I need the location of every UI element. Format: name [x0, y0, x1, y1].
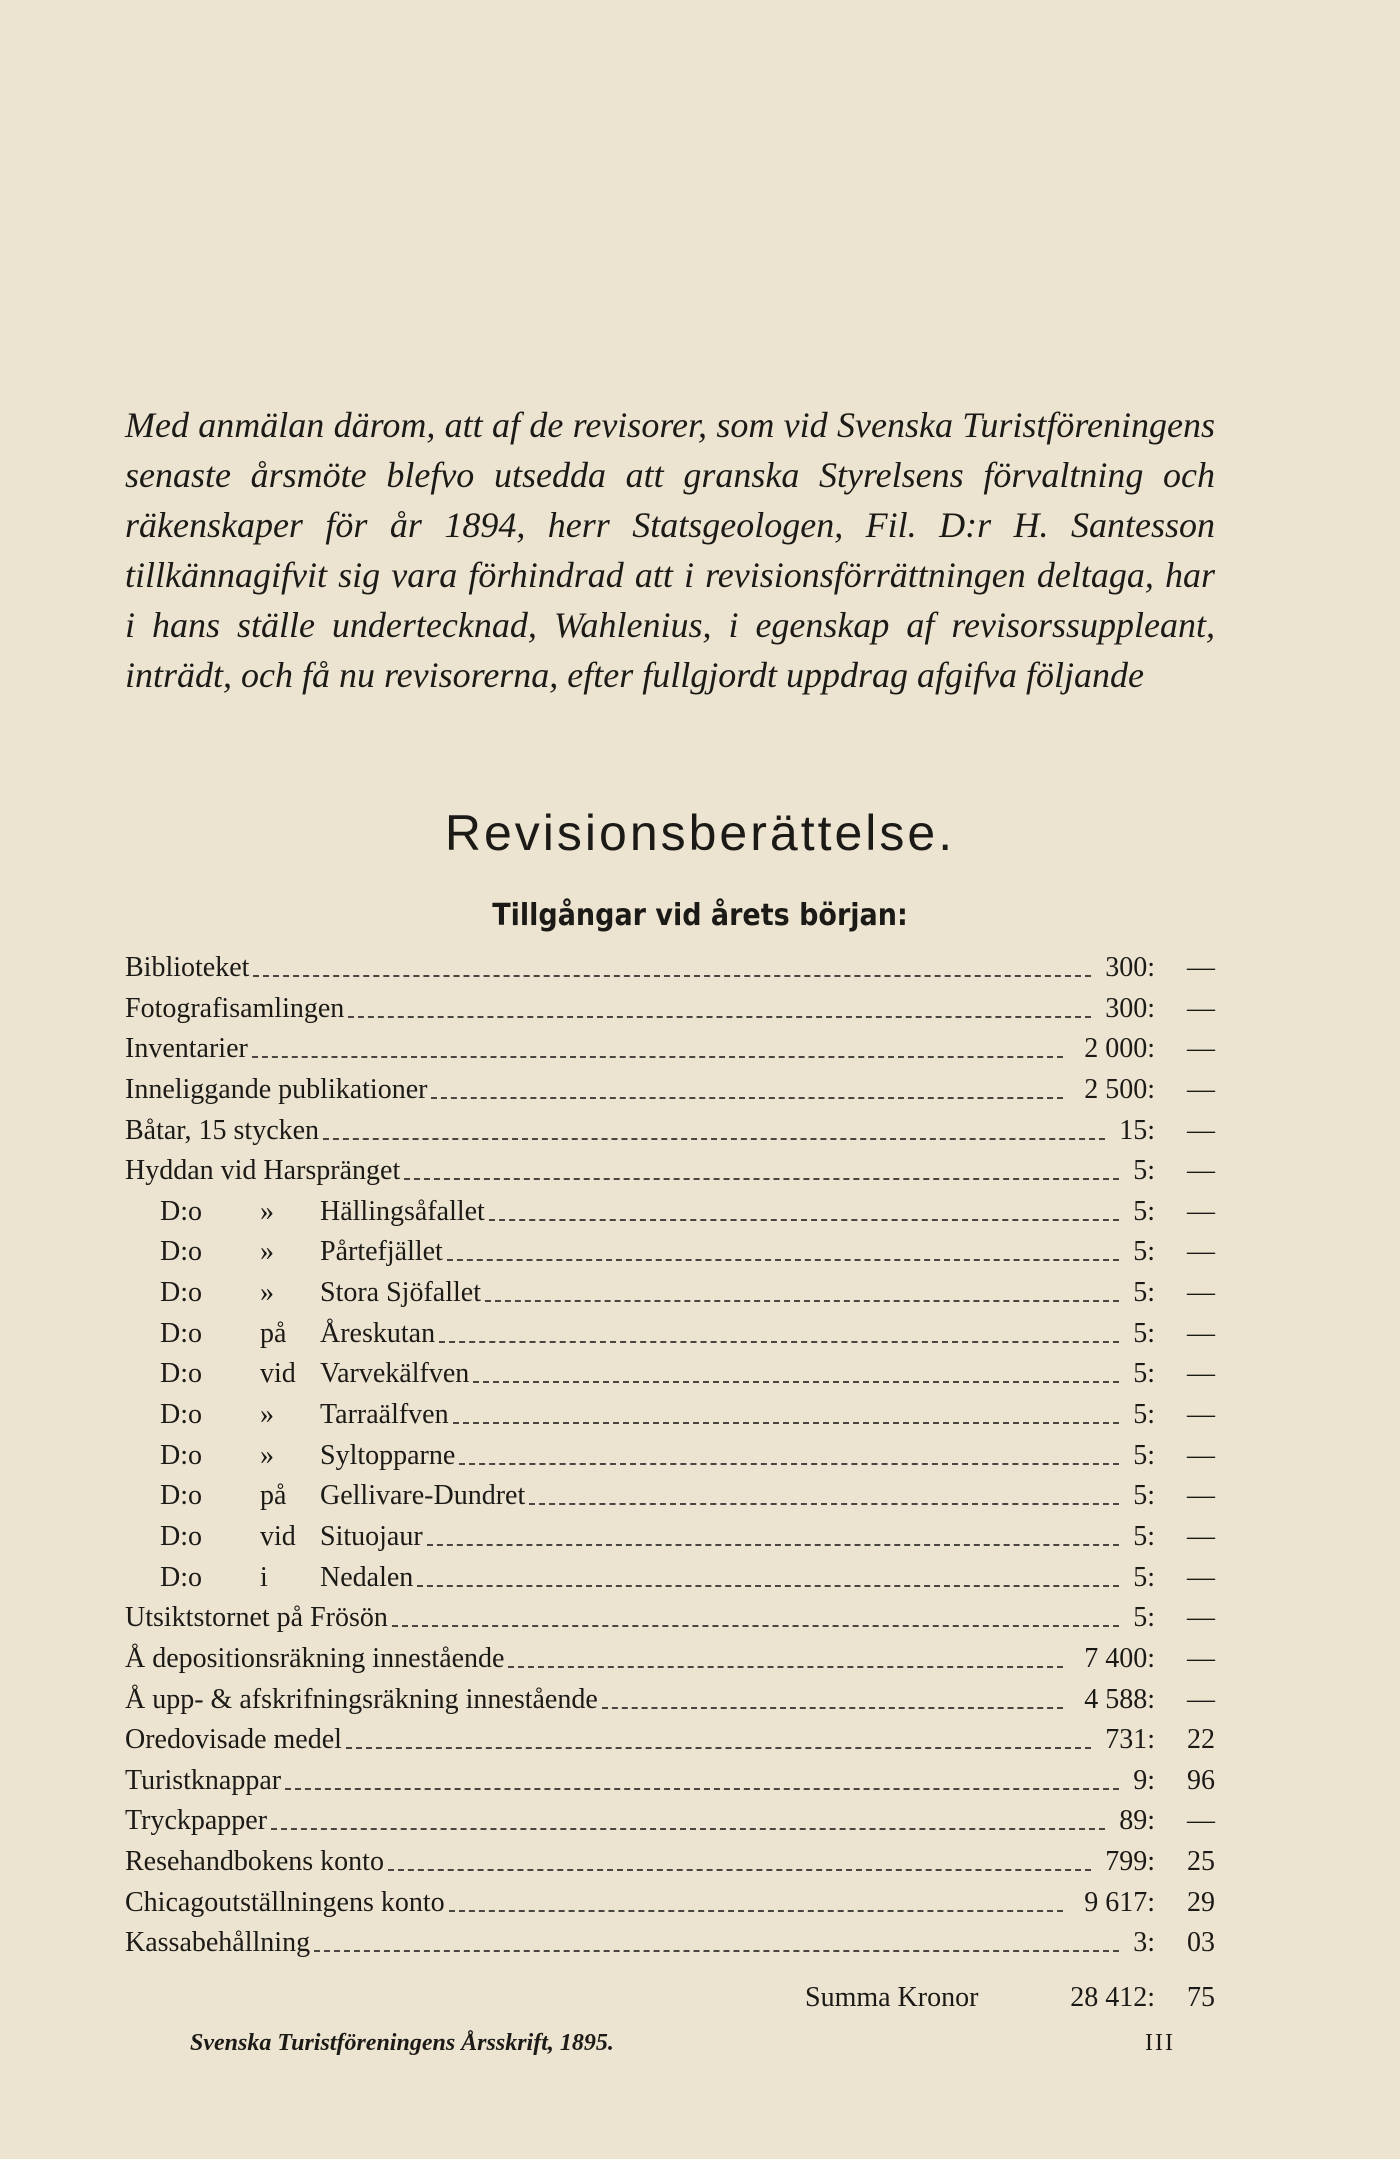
ditto-preposition: » — [260, 1439, 274, 1471]
ledger-item-name: Oredovisade medel — [125, 1724, 342, 1756]
ledger-row-label — [160, 1395, 449, 1435]
dotted-leader — [404, 1178, 1119, 1180]
ledger-item-name: Inneliggande publikationer — [125, 1073, 428, 1105]
ledger-item-name: Åreskutan — [320, 1317, 436, 1349]
ledger-row-label — [125, 1639, 504, 1679]
ledger-row-label — [160, 1558, 413, 1598]
amount-kronor: 3: — [1133, 1927, 1155, 1959]
amount-ore: 29 — [1187, 1886, 1215, 1918]
ledger-amount — [1045, 1720, 1215, 1760]
total-row — [125, 1978, 1215, 2018]
dotted-leader — [508, 1666, 1063, 1668]
ledger-row — [125, 1801, 1215, 1842]
ditto-mark: D:o — [160, 1480, 202, 1512]
dotted-leader — [439, 1341, 1119, 1343]
ledger-item-name: Resehandbokens konto — [125, 1846, 384, 1878]
ditto-preposition: i — [260, 1561, 268, 1593]
ditto-preposition: vid — [260, 1358, 296, 1390]
ditto-preposition: vid — [260, 1520, 296, 1552]
ledger-amount — [1045, 1314, 1215, 1354]
assets-ledger — [125, 948, 1215, 1964]
ledger-amount — [1045, 1761, 1215, 1801]
ledger-amount — [1045, 989, 1215, 1029]
amount-ore: — — [1187, 1073, 1215, 1105]
ledger-amount — [1045, 1517, 1215, 1557]
ledger-item-name: Tarraälfven — [320, 1399, 449, 1431]
amount-kronor: 731: — [1105, 1724, 1155, 1756]
amount-kronor: 5: — [1133, 1439, 1155, 1471]
ledger-row-label — [125, 1842, 384, 1882]
ledger-item-name: Å depositionsräkning innestående — [125, 1642, 505, 1674]
ledger-row — [125, 1883, 1215, 1924]
amount-kronor: 300: — [1105, 952, 1155, 983]
total-kronor: 28 412: — [1070, 1982, 1155, 2013]
amount-ore: — — [1187, 1236, 1215, 1268]
ledger-amount — [1045, 1923, 1215, 1963]
dotted-leader — [459, 1463, 1119, 1465]
ledger-amount — [1045, 1192, 1215, 1232]
ledger-row-label — [160, 1314, 435, 1354]
ledger-item-name: Syltopparne — [320, 1439, 456, 1471]
amount-ore: 96 — [1187, 1764, 1215, 1796]
ledger-row — [125, 989, 1215, 1030]
ledger-row-label — [125, 1923, 310, 1963]
dotted-leader — [485, 1300, 1119, 1302]
ditto-mark: D:o — [160, 1277, 202, 1309]
ledger-amount — [1045, 1029, 1215, 1069]
amount-ore: — — [1187, 1155, 1215, 1187]
ledger-row — [125, 1923, 1215, 1964]
amount-ore: — — [1187, 952, 1215, 983]
ditto-mark: D:o — [160, 1561, 202, 1593]
amount-kronor: 89: — [1119, 1805, 1155, 1837]
ledger-row — [125, 1436, 1215, 1477]
ledger-row — [125, 1354, 1215, 1395]
ledger-item-name: Nedalen — [320, 1561, 414, 1593]
ledger-row-label — [125, 1029, 248, 1069]
ledger-amount — [1045, 1436, 1215, 1476]
ledger-row — [125, 1029, 1215, 1070]
dotted-leader — [348, 1016, 1091, 1018]
amount-kronor: 5: — [1133, 1561, 1155, 1593]
ledger-amount — [1045, 1476, 1215, 1516]
amount-kronor: 5: — [1133, 1520, 1155, 1552]
ledger-row-label — [160, 1436, 455, 1476]
ledger-item-name: Stora Sjöfallet — [320, 1277, 481, 1309]
ledger-row-label — [125, 1801, 267, 1841]
ledger-amount — [1045, 1842, 1215, 1882]
ledger-item-name: Biblioteket — [125, 952, 250, 983]
dotted-leader — [447, 1259, 1119, 1261]
ledger-row — [125, 1476, 1215, 1517]
ditto-mark: D:o — [160, 1236, 202, 1268]
ledger-item-name: Å upp- & afskrifningsräkning innestående — [125, 1683, 598, 1715]
dotted-leader — [252, 1056, 1063, 1058]
ledger-row-label — [160, 1192, 485, 1232]
dotted-leader — [431, 1097, 1063, 1099]
dotted-leader — [392, 1625, 1119, 1627]
ledger-row — [125, 1273, 1215, 1314]
ditto-preposition: » — [260, 1236, 274, 1268]
assets-subheading: Tillgångar vid årets början: — [492, 898, 908, 933]
ditto-preposition: » — [260, 1399, 274, 1431]
ledger-row-label — [125, 1720, 342, 1760]
amount-ore: — — [1187, 1439, 1215, 1471]
amount-ore: — — [1187, 992, 1215, 1024]
page-number: III — [1145, 2030, 1175, 2056]
amount-kronor: 5: — [1133, 1277, 1155, 1309]
ledger-row — [125, 1395, 1215, 1436]
ledger-row-label — [160, 1354, 469, 1394]
ditto-mark: D:o — [160, 1439, 202, 1471]
ledger-amount — [1045, 1598, 1215, 1638]
total-amount — [1045, 1978, 1215, 2018]
ledger-row — [125, 948, 1215, 989]
ledger-item-name: Turistknappar — [125, 1764, 282, 1796]
ledger-row-label — [125, 1111, 319, 1151]
ledger-row — [125, 1070, 1215, 1111]
ledger-row-label — [125, 1883, 445, 1923]
amount-ore: 22 — [1187, 1724, 1215, 1756]
ledger-amount — [1045, 1111, 1215, 1151]
ledger-row — [125, 1558, 1215, 1599]
amount-ore: — — [1187, 1561, 1215, 1593]
ditto-preposition: på — [260, 1480, 287, 1512]
ledger-item-name: Båtar, 15 stycken — [125, 1114, 320, 1146]
ledger-row — [125, 1151, 1215, 1192]
dotted-leader — [473, 1381, 1119, 1383]
dotted-leader — [427, 1544, 1119, 1546]
ledger-row — [125, 1517, 1215, 1558]
amount-kronor: 4 588: — [1084, 1683, 1155, 1715]
amount-ore: — — [1187, 1399, 1215, 1431]
ledger-row — [125, 1192, 1215, 1233]
amount-ore: — — [1187, 1480, 1215, 1512]
amount-ore: — — [1187, 1277, 1215, 1309]
ditto-mark: D:o — [160, 1358, 202, 1390]
ledger-row-label — [125, 1598, 388, 1638]
ledger-row — [125, 1680, 1215, 1721]
amount-kronor: 5: — [1133, 1236, 1155, 1268]
ledger-item-name: Situojaur — [320, 1520, 423, 1552]
dotted-leader — [602, 1707, 1063, 1709]
ledger-amount — [1045, 1558, 1215, 1598]
ledger-row — [125, 1761, 1215, 1802]
ledger-row-label — [160, 1232, 443, 1272]
dotted-leader — [489, 1219, 1119, 1221]
ledger-row-label — [125, 1680, 598, 1720]
amount-ore: — — [1187, 1805, 1215, 1837]
footer-citation: Svenska Turistföreningens Årsskrift, 1895. — [190, 2030, 614, 2056]
dotted-leader — [346, 1747, 1091, 1749]
ledger-amount — [1045, 1639, 1215, 1679]
ledger-row — [125, 1842, 1215, 1883]
ledger-row-label — [125, 989, 344, 1029]
ledger-item-name: Chicagoutställningens konto — [125, 1886, 445, 1918]
amount-kronor: 9: — [1133, 1764, 1155, 1796]
amount-kronor: 5: — [1133, 1480, 1155, 1512]
ledger-row — [125, 1111, 1215, 1152]
ledger-item-name: Hällingsåfallet — [320, 1195, 485, 1227]
ditto-preposition: » — [260, 1277, 274, 1309]
ledger-amount — [1045, 1070, 1215, 1110]
amount-ore: — — [1187, 1602, 1215, 1634]
ditto-preposition: » — [260, 1195, 274, 1227]
dotted-leader — [271, 1828, 1105, 1830]
ledger-row-label — [125, 1761, 281, 1801]
amount-ore: — — [1187, 1195, 1215, 1227]
amount-kronor: 5: — [1133, 1602, 1155, 1634]
dotted-leader — [285, 1788, 1119, 1790]
intro-paragraph: Med anmälan därom, att af de revisorer, som vid Svenska Turistföreningens senaste årsmöte blefvo utsedda att granska Styrelsens förvaltning och räkenskaper för år 1894, herr Statsgeologen, Fil. D:r H. Santesson tillkännagifvit sig vara förhindrad att i revisionsförrättningen deltaga, har i hans ställe undertecknad, Wahlenius, i egenskap af revisorssuppleant, inträdt, och få nu revisorerna, efter fullgjordt uppdrag afgifva följande — [125, 405, 1215, 695]
ledger-row — [125, 1314, 1215, 1355]
ledger-amount — [1045, 1354, 1215, 1394]
dotted-leader — [453, 1422, 1119, 1424]
ditto-preposition: på — [260, 1317, 287, 1349]
amount-ore: — — [1187, 1642, 1215, 1674]
ledger-row — [125, 1598, 1215, 1639]
amount-kronor: 2 500: — [1084, 1073, 1155, 1105]
amount-kronor: 5: — [1133, 1195, 1155, 1227]
ledger-item-name: Kassabehållning — [125, 1927, 311, 1959]
amount-kronor: 799: — [1105, 1846, 1155, 1878]
dotted-leader — [253, 975, 1091, 977]
dotted-leader — [388, 1869, 1091, 1871]
ditto-mark: D:o — [160, 1399, 202, 1431]
ledger-row — [125, 1639, 1215, 1680]
amount-kronor: 5: — [1133, 1358, 1155, 1390]
ditto-mark: D:o — [160, 1195, 202, 1227]
ledger-amount — [1045, 1395, 1215, 1435]
amount-kronor: 2 000: — [1084, 1033, 1155, 1065]
amount-kronor: 7 400: — [1084, 1642, 1155, 1674]
ledger-amount — [1045, 1801, 1215, 1841]
amount-ore: — — [1187, 1683, 1215, 1715]
ledger-item-name: Tryckpapper — [125, 1805, 268, 1837]
amount-ore: — — [1187, 1317, 1215, 1349]
ledger-amount — [1045, 1151, 1215, 1191]
dotted-leader — [449, 1910, 1063, 1912]
ditto-mark: D:o — [160, 1520, 202, 1552]
amount-ore: 25 — [1187, 1846, 1215, 1878]
amount-kronor: 300: — [1105, 992, 1155, 1024]
dotted-leader — [323, 1138, 1105, 1140]
report-heading: Revisionsberättelse. — [444, 805, 956, 861]
ledger-row-label — [160, 1476, 525, 1516]
ditto-mark: D:o — [160, 1317, 202, 1349]
ledger-item-name: Pårtefjället — [320, 1236, 443, 1268]
ledger-row — [125, 1720, 1215, 1761]
ledger-amount — [1045, 1232, 1215, 1272]
amount-kronor: 15: — [1119, 1114, 1155, 1146]
amount-kronor: 5: — [1133, 1399, 1155, 1431]
dotted-leader — [314, 1950, 1119, 1952]
total-label: Summa Kronor — [805, 1982, 979, 2013]
ledger-item-name: Gellivare-Dundret — [320, 1480, 526, 1512]
ledger-row-label — [125, 948, 249, 988]
amount-kronor: 9 617: — [1084, 1886, 1155, 1918]
ledger-amount — [1045, 1273, 1215, 1313]
amount-ore: — — [1187, 1114, 1215, 1146]
ledger-item-name: Fotografisamlingen — [125, 992, 345, 1024]
ledger-row-label — [160, 1273, 481, 1313]
ledger-item-name: Varvekälfven — [320, 1358, 470, 1390]
total-ore: 75 — [1187, 1982, 1215, 2013]
ledger-row-label — [160, 1517, 423, 1557]
amount-ore: — — [1187, 1358, 1215, 1390]
amount-kronor: 5: — [1133, 1317, 1155, 1349]
ledger-row — [125, 1232, 1215, 1273]
dotted-leader — [417, 1585, 1119, 1587]
ledger-row-label — [125, 1151, 400, 1191]
ledger-amount — [1045, 1883, 1215, 1923]
ledger-item-name: Utsiktstornet på Frösön — [125, 1602, 388, 1634]
ledger-item-name: Hyddan vid Harspränget — [125, 1155, 401, 1187]
ledger-amount — [1045, 948, 1215, 988]
ledger-item-name: Inventarier — [125, 1033, 248, 1065]
amount-ore: — — [1187, 1520, 1215, 1552]
amount-ore: — — [1187, 1033, 1215, 1065]
ledger-amount — [1045, 1680, 1215, 1720]
amount-kronor: 5: — [1133, 1155, 1155, 1187]
amount-ore: 03 — [1187, 1927, 1215, 1959]
dotted-leader — [529, 1503, 1119, 1505]
ledger-row-label — [125, 1070, 427, 1110]
